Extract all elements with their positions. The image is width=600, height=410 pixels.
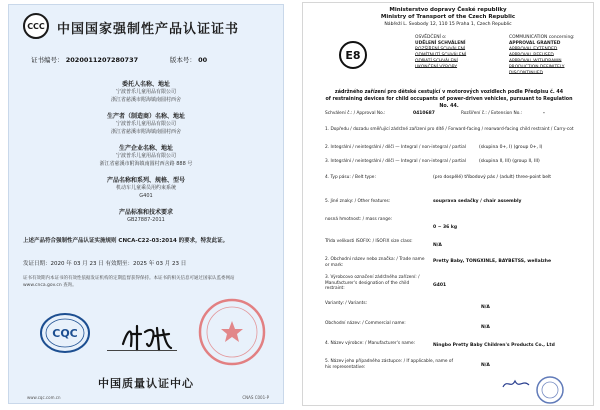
approval-number-label: Schválení č.: / Approval No.: [325, 111, 386, 116]
cqc-logo-icon [39, 311, 91, 357]
integral-row-2: 3. Integrální / neintegrální / dílčí — Integral / non-integral / partial [325, 159, 466, 164]
integral-row-1-value: (skupina 0+, I) (group 0+, I) [479, 145, 543, 150]
approval-number: 0410687 [413, 111, 435, 116]
integral-row-1: 2. Integrální / neintegrální / dílčí — Integral / non-integral / partial [325, 145, 466, 150]
ministry-address: Nábřeží L. Svobody 12, 110 15 Praha 1, Czech Republic [384, 22, 512, 27]
isofix-label: Třída velikosti ISOFIX: / ISOFIX size class: [325, 239, 413, 244]
manufacturer-name-label: 4. Název výrobce: / Manufacturer's name: [325, 341, 416, 346]
factory-address: 浙江省慈溪市附海镇南圆村西舍路 888 号 [99, 161, 193, 167]
product-heading: 产品名称和系列、规格、型号 [106, 177, 185, 184]
extension-number-label: Rozšíření č.: / Extension No.: [461, 111, 523, 116]
fine-print: 证书有效期内本证书的有效性依据发证机构的定期监督获得保持。本证书的相关信息可通过国家认监委网站 www.cnca.gov.cn 查询。 [23, 276, 235, 288]
issuer-url: www.cqc.com.cn [27, 395, 61, 400]
ccc-certificate [8, 4, 284, 404]
certificate-statement: 上述产品符合强制性产品认证实施规则 CNCA-C22-03:2014 的要求，特发此证。 [23, 238, 229, 244]
mass-range-label: nosná hmotnost: / mass range: [325, 217, 393, 222]
manufacturer-address: 浙江省慈溪市附海镇南圆村西舍 [110, 129, 181, 135]
representative-value: N/A [481, 363, 490, 368]
mass-range-value: 0 ~ 36 kg [433, 225, 458, 230]
cert-number-line [31, 55, 207, 64]
cqc-logo-text: CQC [52, 327, 78, 340]
designation-value: G401 [433, 283, 447, 288]
other-features-label: 5. Jiné znaky: / Other features: [325, 199, 391, 204]
comm-en-item: APPROVAL GRANTED [509, 41, 561, 46]
belt-type-label: 4. Typ pásu: / Belt type: [325, 175, 376, 180]
extension-number: - [543, 111, 545, 116]
ccc-logo-icon: CCC [23, 13, 49, 39]
validity-dates: 发证日期：2020 年 03 月 23 日 有效期至：2025 年 03 月 23 日 [23, 261, 187, 267]
commercial-name-value: N/A [481, 325, 490, 330]
accreditation-code: CNAS C001-P [242, 395, 269, 400]
factory-name: 宁波普乐儿童用品有限公司 [115, 153, 176, 159]
applicant-name: 宁波普乐儿童用品有限公司 [115, 89, 176, 95]
trade-name-value: Pretty Baby, TONGXINLE, BAYBETSS, wellalzhe [433, 259, 552, 264]
blue-stamp-icon [535, 375, 565, 405]
comm-en-item: PRODUCTION DEFINITELY DISCONTINUED [509, 65, 565, 76]
commercial-name-label: Obchodní název: / Commercial name: [325, 321, 406, 326]
communication-en [509, 35, 593, 77]
cert-no-label: 证书编号： [31, 56, 64, 64]
comm-cz-item: ODŇATÍ SCHVÁLENÍ [415, 59, 458, 64]
applicant-address: 浙江省慈溪市附海镇南圆村西舍 [110, 97, 181, 103]
variants-value: N/A [481, 305, 490, 310]
restraint-type: 1. Dopředu / dozadu směřující zádržné zařízení pro dítě / Forward-facing / rearward-facing child restraint / Carry-cot [325, 127, 574, 132]
trade-name-label: 2. Obchodní název nebo značka: / Trade name or mark: [325, 257, 425, 268]
isofix-value: N/A [433, 243, 442, 248]
manufacturer-block [9, 111, 283, 136]
comm-cz-item: UKONČENÍ VÝROBY [415, 65, 458, 70]
signature-icon [119, 322, 175, 352]
factory-heading: 生产企业名称、地址 [118, 145, 173, 152]
e8-mark-icon: E8 [339, 41, 367, 69]
standard-value: GB27887-2011 [127, 217, 165, 223]
manufacturer-heading: 生产者（制造商）名称、地址 [106, 113, 185, 120]
intro-en: of restraining devices for child occupants of power-driven vehicles, pursuant to Regulation No. 44. [325, 97, 573, 109]
comm-en-item: APPROVAL REFUSED [509, 53, 554, 58]
ink-signature-icon [501, 377, 531, 391]
ministry-en: Ministry of Transport of the Czech Republic [380, 14, 516, 20]
designation-label: 3. Výrobcovo označení zádržného zařízení: / Manufacturer's designation of the child restraint: [325, 275, 420, 291]
integral-row-2-value: (skupina II, III) (group II, III) [479, 159, 540, 164]
issuer-name: 中国质量认证中心 [98, 377, 194, 390]
comm-cz-item: UDĚLENÍ SCHVÁLENÍ [415, 41, 466, 46]
factory-block [9, 143, 283, 168]
ccc-title: 中国国家强制性产品认证证书 [57, 22, 240, 37]
standard-block [9, 207, 283, 224]
product-model: G401 [139, 193, 153, 199]
standard-heading: 产品标准和技术要求 [118, 209, 173, 216]
manufacturer-name: 宁波普乐儿童用品有限公司 [115, 121, 176, 127]
comm-en-item: APPROVAL WITHDRAWN [509, 59, 562, 64]
ministry-header [303, 7, 593, 28]
cert-no: 2020011207280737 [65, 56, 139, 64]
comm-cz-item: ROZŠÍŘENÍ SCHVÁLENÍ [415, 47, 466, 52]
belt-type-value: (pro dospělé) tříbodový pás / (adult) three-point belt [433, 175, 552, 180]
comm-en-label: COMMUNICATION concerning: [509, 35, 575, 40]
applicant-block [9, 79, 283, 104]
applicant-heading: 委托人名称、地址 [121, 81, 170, 88]
ccc-header [9, 13, 283, 41]
comm-cz-label: OSVĚDČENÍ o: [415, 35, 447, 40]
ece-approval-document [302, 2, 594, 406]
version-label: 版本号： [169, 56, 196, 64]
other-features-value: souprava sedačky / chair assembly [433, 199, 522, 204]
version: 00 [198, 56, 208, 64]
communication-cz [415, 35, 466, 71]
product-name: 机动车儿童乘员用约束系统 [115, 185, 176, 191]
representative-label: 5. Název jeho případného zástupce: / If applicable, name of his representative: [325, 359, 454, 370]
comm-cz-item: ODMÍTNUTÍ SCHVÁLENÍ [415, 53, 467, 58]
comm-en-item: APPROVAL EXTENDED [509, 47, 558, 52]
red-seal-icon [197, 297, 267, 367]
intro-cz: zádržného zařízení pro dětské cestující v motorových vozidlech podle Předpisu č. 44 [334, 90, 564, 95]
product-block [9, 175, 283, 200]
manufacturer-name-value: Ningbo Pretty Baby Children's Products Co., Ltd [433, 343, 555, 348]
signature-line [107, 350, 177, 351]
variants-label: Varianty: / Variants: [325, 301, 368, 306]
regulation-intro [323, 89, 575, 110]
ministry-cz: Ministerstvo dopravy České republiky [389, 7, 507, 13]
